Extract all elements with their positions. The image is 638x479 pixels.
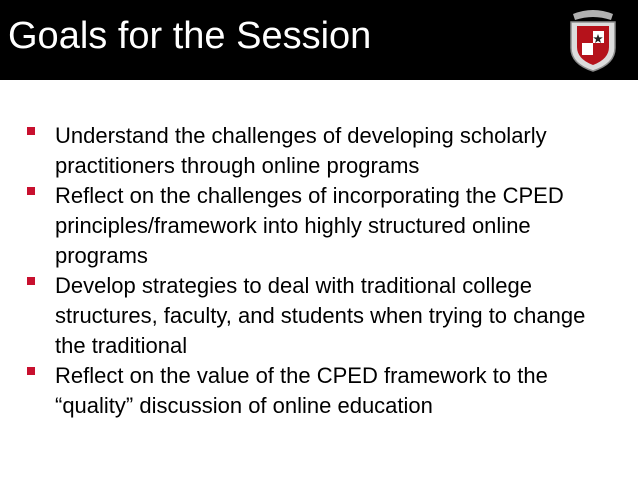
title-bar (0, 0, 638, 80)
bullet-text: Develop strategies to deal with traditional college structures, faculty, and students when trying to change the traditional (55, 273, 586, 358)
bullet-text: Understand the challenges of developing scholarly practitioners through online programs (55, 123, 547, 178)
square-bullet-icon (27, 127, 35, 135)
bullet-item (0, 181, 638, 271)
bullet-text: Reflect on the challenges of incorporating the CPED principles/framework into highly structured online programs (55, 183, 564, 268)
square-bullet-icon (27, 187, 35, 195)
bullet-item (0, 361, 638, 421)
bullet-text: Reflect on the value of the CPED framework to the “quality” discussion of online education (55, 363, 548, 418)
bullet-item (0, 121, 638, 181)
bullet-list (0, 121, 638, 421)
slide-title: Goals for the Session (8, 15, 372, 57)
square-bullet-icon (27, 367, 35, 375)
university-crest-icon (567, 8, 619, 72)
square-bullet-icon (27, 277, 35, 285)
bullet-item (0, 271, 638, 361)
